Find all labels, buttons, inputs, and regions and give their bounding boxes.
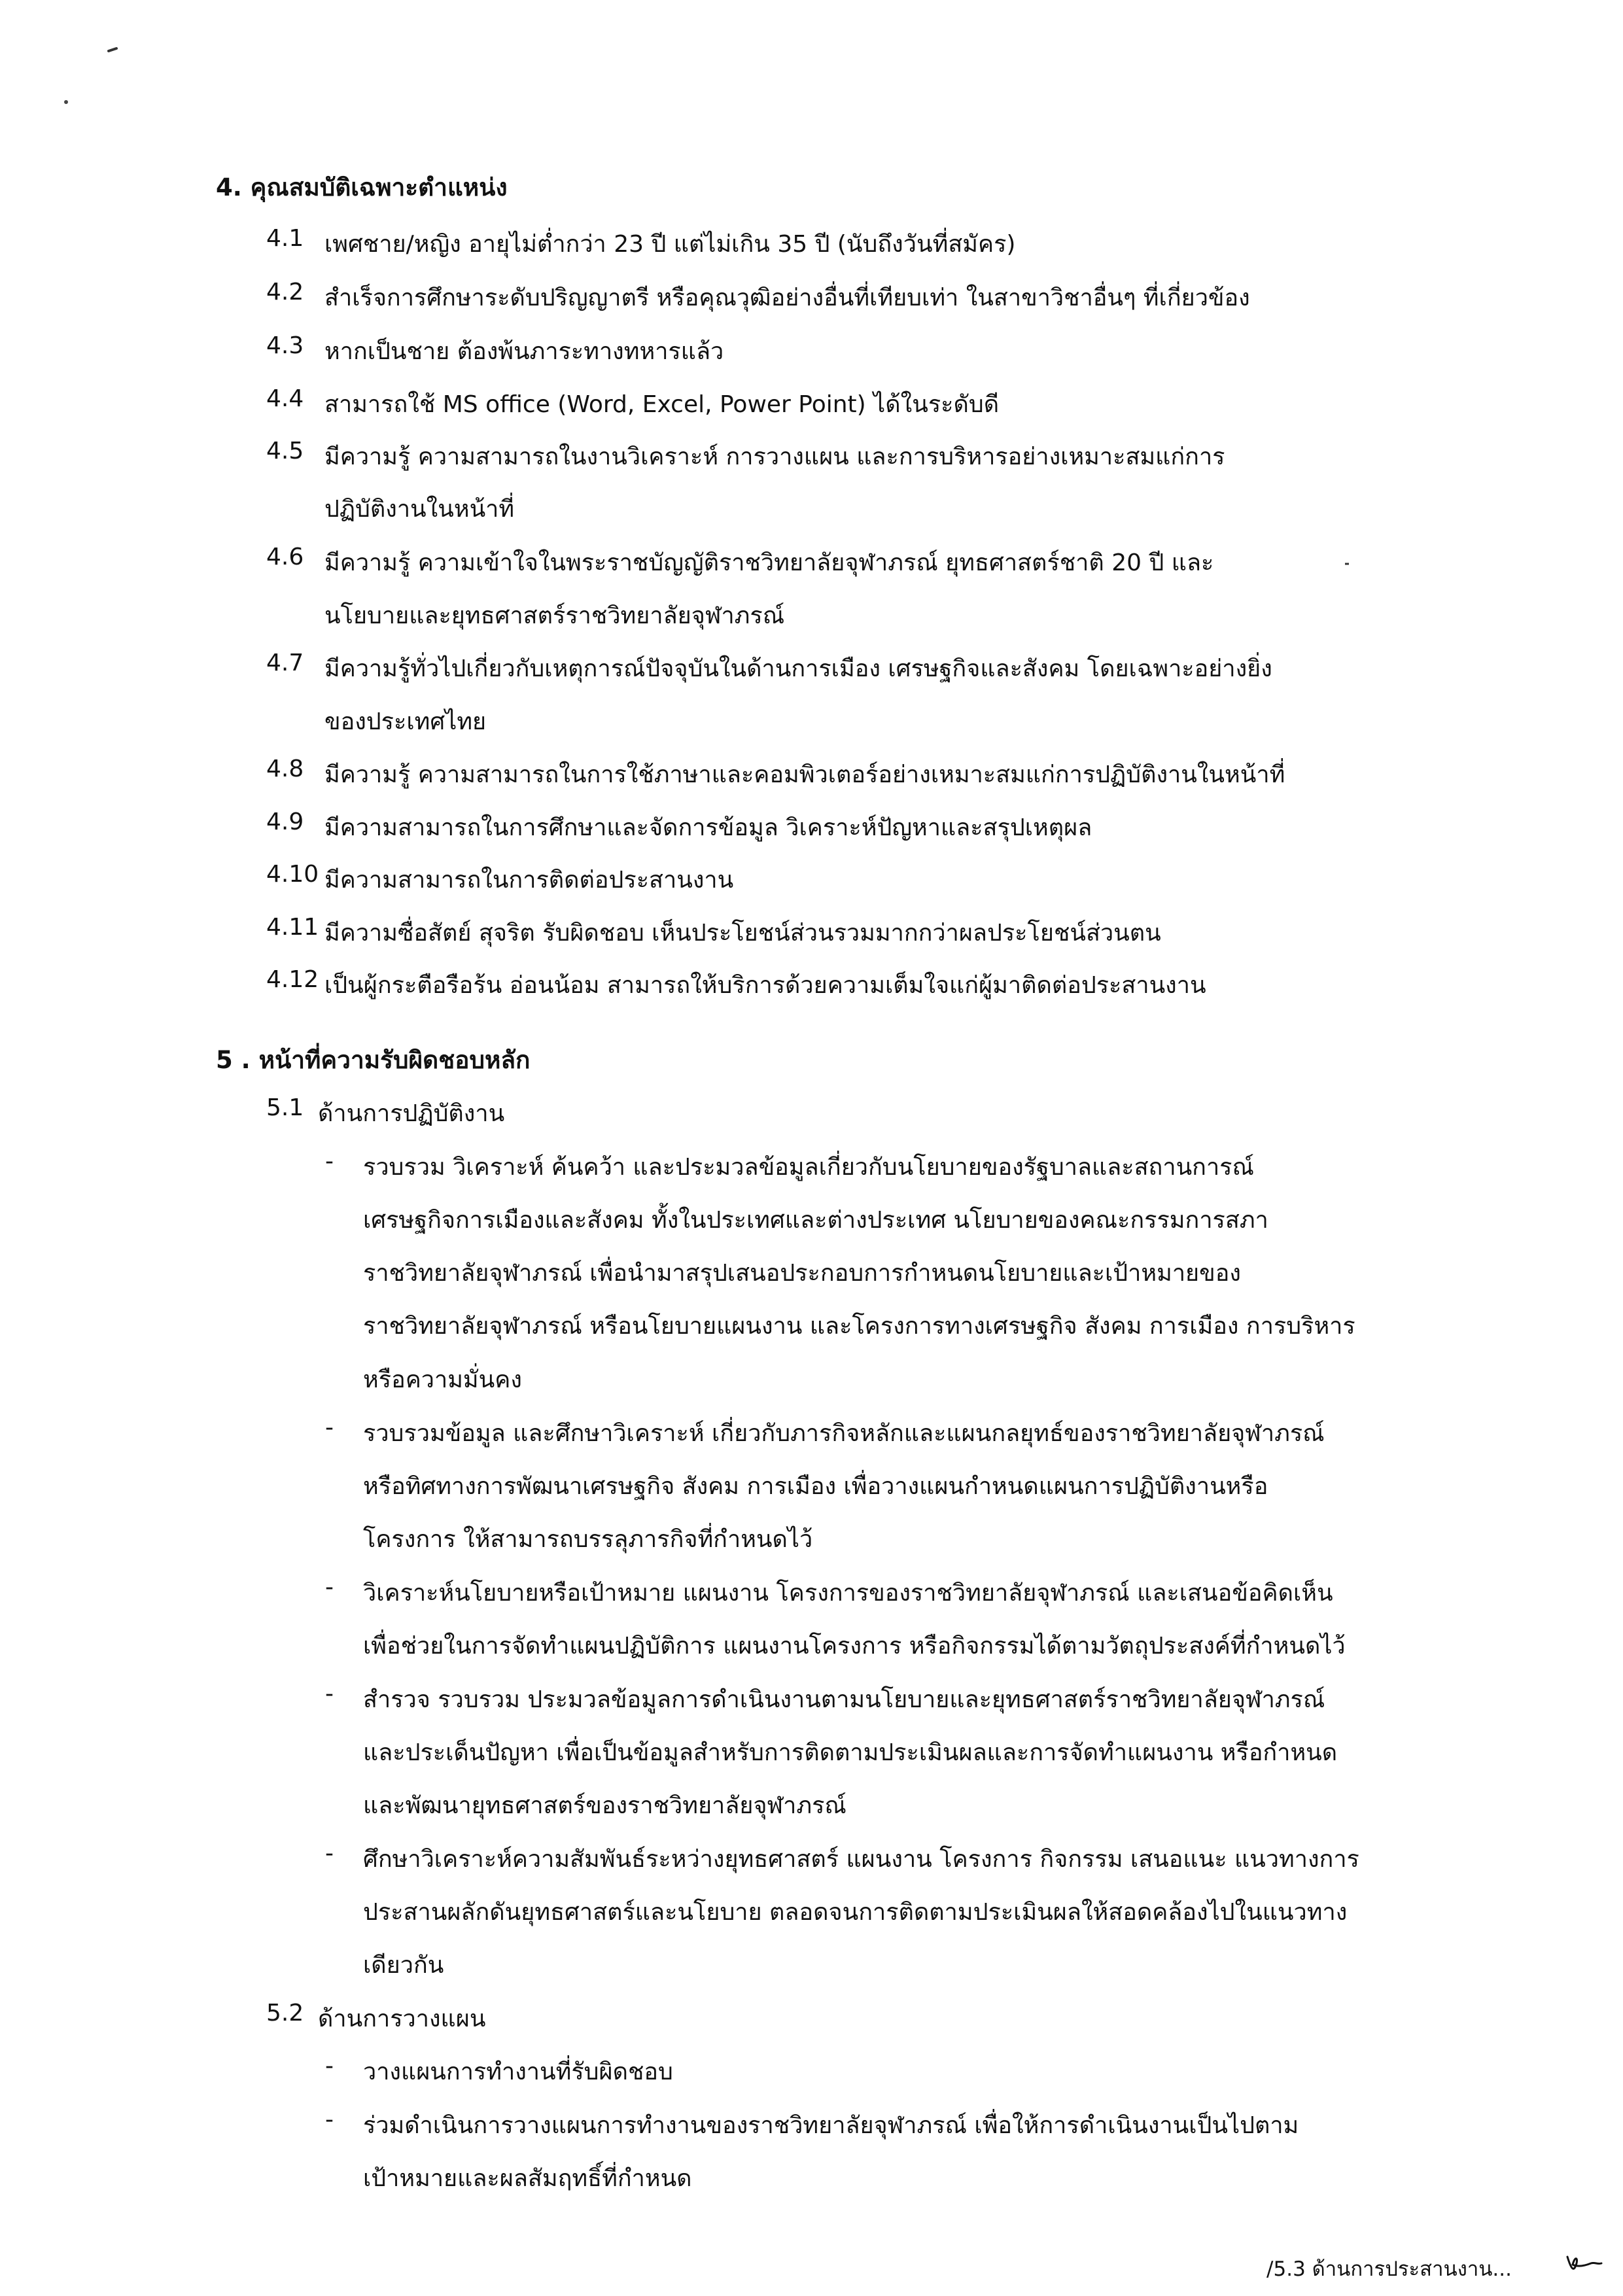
bullet-text-continuation: เป้าหมายและผลสัมฤทธิ์ที่กำหนด [363, 2165, 692, 2192]
subsection-title: ด้านการปฏิบัติงาน [318, 1100, 505, 1127]
item-text: สำเร็จการศึกษาระดับปริญญาตรี หรือคุณวุฒิอย่างอื่นที่เทียบเท่า ในสาขาวิชาอื่นๆ ที่เกี่ยวข้อง [324, 285, 1250, 311]
item-text: เป็นผู้กระตือรือร้น อ่อนน้อม สามารถให้บริการด้วยความเต็มใจแก่ผู้มาติดต่อประสานงาน [324, 972, 1206, 999]
bullet-text: ร่วมดำเนินการวางแผนการทำงานของราชวิทยาลัยจุฬาภรณ์ เพื่อให้การดำเนินงานเป็นไปตาม [363, 2112, 1299, 2139]
bullet-dash: - [325, 1414, 334, 1441]
bullet-text-continuation: โครงการ ให้สามารถบรรลุภารกิจที่กำหนดไว้ [363, 1526, 813, 1553]
bullet-text-continuation: หรือความมั่นคง [363, 1366, 522, 1393]
bullet-text: สำรวจ รวบรวม ประมวลข้อมูลการดำเนินงานตามนโยบายและยุทธศาสตร์ราชวิทยาลัยจุฬาภรณ์ [363, 1686, 1325, 1713]
item-number: 4.11 [266, 914, 319, 941]
item-text: สามารถใช้ MS office (Word, Excel, Power Point) ได้ในระดับดี [324, 391, 1000, 418]
bullet-text: รวบรวม วิเคราะห์ ค้นคว้า และประมวลข้อมูลเกี่ยวกับนโยบายของรัฐบาลและสถานการณ์ [363, 1154, 1254, 1181]
subsection-title: ด้านการวางแผน [318, 2006, 486, 2032]
subsection-number: 5.1 [266, 1094, 304, 1121]
item-number: 4.1 [266, 225, 304, 252]
item-number: 4.4 [266, 385, 304, 412]
bullet-text-continuation: เดียวกัน [363, 1952, 444, 1979]
continuation-footer: /5.3 ด้านการประสานงาน... [1266, 2257, 1512, 2281]
bullet-text-continuation: ราชวิทยาลัยจุฬาภรณ์ หรือนโยบายแผนงาน และโครงการทางเศรษฐกิจ สังคม การเมือง การบริหาร [363, 1313, 1355, 1340]
item-text: หากเป็นชาย ต้องพ้นภาระทางทหารแล้ว [324, 338, 724, 365]
bullet-dash: - [325, 1574, 334, 1601]
bullet-dash: - [325, 1840, 334, 1867]
item-text: มีความสามารถในการศึกษาและจัดการข้อมูล วิเคราะห์ปัญหาและสรุปเหตุผล [324, 814, 1092, 841]
item-text: มีความซื่อสัตย์ สุจริต รับผิดชอบ เห็นประโยชน์ส่วนรวมมากกว่าผลประโยชน์ส่วนตน [324, 920, 1161, 947]
item-text: มีความรู้ ความสามารถในการใช้ภาษาและคอมพิวเตอร์อย่างเหมาะสมแก่การปฏิบัติงานในหน้าที่ [324, 761, 1285, 788]
item-text: มีความรู้ ความเข้าใจในพระราชบัญญัติราชวิทยาลัยจุฬาภรณ์ ยุทธศาสตร์ชาติ 20 ปี และ [324, 549, 1214, 576]
bullet-text-continuation: และพัฒนายุทธศาสตร์ของราชวิทยาลัยจุฬาภรณ์ [363, 1792, 846, 1819]
bullet-dash: - [325, 1680, 334, 1707]
bullet-text: วิเคราะห์นโยบายหรือเป้าหมาย แผนงาน โครงการของราชวิทยาลัยจุฬาภรณ์ และเสนอข้อคิดเห็น [363, 1580, 1333, 1607]
item-text-continuation: ของประเทศไทย [324, 708, 487, 735]
bullet-text-continuation: ราชวิทยาลัยจุฬาภรณ์ เพื่อนำมาสรุปเสนอประกอบการกำหนดนโยบายและเป้าหมายของ [363, 1260, 1241, 1287]
bullet-text-continuation: เศรษฐกิจการเมืองและสังคม ทั้งในประเทศและต่างประเทศ นโยบายของคณะกรรมการสภา [363, 1207, 1268, 1234]
bullet-text-continuation: หรือทิศทางการพัฒนาเศรษฐกิจ สังคม การเมือง เพื่อวางแผนกำหนดแผนการปฏิบัติงานหรือ [363, 1473, 1268, 1500]
bullet-text: ศึกษาวิเคราะห์ความสัมพันธ์ระหว่างยุทธศาสตร์ แผนงาน โครงการ กิจกรรม เสนอแนะ แนวทางการ [363, 1846, 1359, 1873]
initials-signature [1565, 2250, 1604, 2276]
item-text: มีความรู้ทั่วไปเกี่ยวกับเหตุการณ์ปัจจุบันในด้านการเมือง เศรษฐกิจและสังคม โดยเฉพาะอย่างยิ่ง [324, 655, 1272, 682]
item-text-continuation: นโยบายและยุทธศาสตร์ราชวิทยาลัยจุฬาภรณ์ [324, 602, 785, 629]
item-number: 4.9 [266, 809, 304, 835]
item-number: 4.2 [266, 279, 304, 305]
bullet-text: วางแผนการทำงานที่รับผิดชอบ [363, 2059, 673, 2085]
item-number: 4.6 [266, 544, 304, 570]
bullet-text-continuation: ประสานผลักดันยุทธศาสตร์และนโยบาย ตลอดจนการติดตามประเมินผลให้สอดคล้องไปในแนวทาง [363, 1899, 1348, 1926]
item-number: 4.5 [266, 438, 304, 464]
item-text: มีความสามารถในการติดต่อประสานงาน [324, 867, 734, 894]
subsection-number: 5.2 [266, 2000, 304, 2026]
item-number: 4.8 [266, 756, 304, 782]
item-text-continuation: ปฏิบัติงานในหน้าที่ [324, 496, 515, 523]
bullet-text-continuation: และประเด็นปัญหา เพื่อเป็นข้อมูลสำหรับการติดตามประเมินผลและการจัดทำแผนงาน หรือกำหนด [363, 1739, 1338, 1766]
item-number: 4.12 [266, 966, 319, 993]
section-5-heading: 5 . หน้าที่ความรับผิดชอบหลัก [216, 1046, 531, 1074]
bullet-text-continuation: เพื่อช่วยในการจัดทำแผนปฏิบัติการ แผนงานโครงการ หรือกิจกรรมได้ตามวัตถุประสงค์ที่กำหนดไว้ [363, 1633, 1346, 1660]
item-number: 4.7 [266, 650, 304, 676]
bullet-dash: - [325, 2106, 334, 2133]
item-number: 4.3 [266, 332, 304, 359]
bullet-text: รวบรวมข้อมูล และศึกษาวิเคราะห์ เกี่ยวกับภารกิจหลักและแผนกลยุทธ์ของราชวิทยาลัยจุฬาภรณ์ [363, 1420, 1325, 1447]
bullet-dash: - [325, 2053, 334, 2079]
section-4-heading: 4. คุณสมบัติเฉพาะตำแหน่ง [216, 173, 508, 201]
item-text: มีความรู้ ความสามารถในงานวิเคราะห์ การวางแผน และการบริหารอย่างเหมาะสมแก่การ [324, 444, 1225, 470]
item-text: เพศชาย/หญิง อายุไม่ต่ำกว่า 23 ปี แต่ไม่เกิน 35 ปี (นับถึงวันที่สมัคร) [324, 231, 1016, 258]
bullet-dash: - [325, 1148, 334, 1175]
item-number: 4.10 [266, 861, 319, 888]
